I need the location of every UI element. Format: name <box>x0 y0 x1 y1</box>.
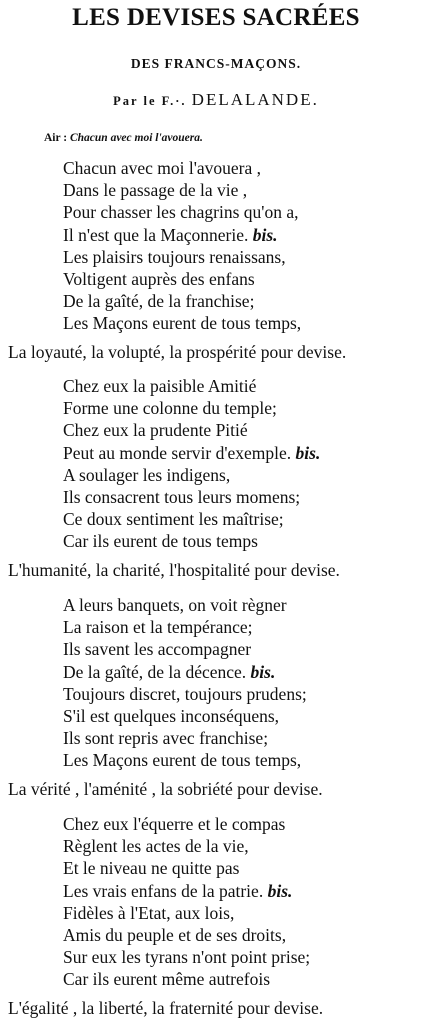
verse-text: Et le niveau ne quitte pas <box>63 858 240 879</box>
verse-line <box>63 531 258 551</box>
verse-text: Les Maçons eurent de tous temps, <box>63 313 302 334</box>
page-subtitle: DES FRANCS-MAÇONS. <box>130 56 302 71</box>
verse-text: Sur eux les tyrans n'ont point prise; <box>63 947 311 968</box>
verse-text: Ce doux sentiment les maîtrise; <box>63 509 284 530</box>
verse-line <box>63 202 298 222</box>
air-label: Air : <box>44 132 70 144</box>
bis-marker: bis. <box>263 880 293 901</box>
verse-text: Forme une colonne du temple; <box>63 398 277 419</box>
verse-text: Chez eux l'équerre et le compas <box>63 814 286 834</box>
verse-line <box>63 881 292 901</box>
verse-line <box>63 750 301 770</box>
verse-text: Voltigent auprès des enfans <box>63 269 255 289</box>
verse-text: Fidèles à l'Etat, aux lois, <box>63 902 235 923</box>
bis-marker: bis. <box>248 224 278 245</box>
bis-marker: bis. <box>246 661 276 682</box>
refrain-line: L'égalité , la liberté, la fraternité pour devise. <box>8 998 324 1018</box>
verse-text: Ils savent les accompagner <box>63 639 252 660</box>
verse-text: S'il est quelques inconséquens, <box>63 706 280 726</box>
verse-text: Toujours discret, toujours prudens; <box>63 683 307 704</box>
verse-text: Amis du peuple et de ses droits, <box>63 925 287 945</box>
verse-line <box>63 158 261 178</box>
verse-line <box>63 269 255 289</box>
verse-line <box>63 639 251 659</box>
verse-text: Il n'est que la Maçonnerie. <box>63 224 249 245</box>
verse-text: Ils consacrent tous leurs momens; <box>63 487 301 507</box>
verse-text: La raison et la tempérance; <box>63 617 253 638</box>
author-prefix: Par le F.·. <box>113 94 192 108</box>
verse-text: Ils sont repris avec franchise; <box>63 728 269 749</box>
verse-line <box>63 947 310 967</box>
verse-line <box>63 376 256 396</box>
verse-text: Chez eux la prudente Pitié <box>63 420 248 441</box>
verse-line <box>63 443 320 463</box>
air-tune: Chacun avec moi l'avouera. <box>69 132 203 144</box>
author-line <box>0 90 432 110</box>
verse-line <box>63 180 247 200</box>
verse-line <box>63 662 275 682</box>
verse-line <box>63 684 307 704</box>
verse-line <box>63 247 286 267</box>
verse-line <box>63 728 268 748</box>
verse-text: Pour chasser les chagrins qu'on a, <box>63 202 299 223</box>
verse-line <box>63 858 239 878</box>
verse-line <box>63 925 286 945</box>
refrain-line: La vérité , l'aménité , la sobriété pour devise. <box>8 779 323 799</box>
page-title: LES DEVISES SACRÉES <box>72 4 360 31</box>
verse-line <box>63 291 254 311</box>
verse-text: Chez eux la paisible Amitié <box>63 376 257 396</box>
refrain-line: La loyauté, la volupté, la prospérité pour devise. <box>8 342 347 362</box>
verse-text: De la gaîté, de la franchise; <box>63 291 255 312</box>
verse-text: A leurs banquets, on voit règner <box>63 595 287 615</box>
verse-text: Dans le passage de la vie , <box>63 180 248 201</box>
verse-text: Car ils eurent de tous temps <box>63 531 258 552</box>
verse-line <box>63 487 300 507</box>
refrain-line: L'humanité, la charité, l'hospitalité pour devise. <box>8 560 340 580</box>
bis-marker: bis. <box>291 442 321 463</box>
verse-line <box>63 420 248 440</box>
verse-line <box>63 969 270 989</box>
verse-line <box>63 903 234 923</box>
verse-text: Les vrais enfans de la patrie. <box>63 880 264 901</box>
verse-text: Les plaisirs toujours renaissans, <box>63 246 286 267</box>
verse-line <box>63 225 278 245</box>
verse-text: Car ils eurent même autrefois <box>63 969 271 990</box>
verse-line <box>63 706 279 726</box>
verse-text: Chacun avec moi l'avouera , <box>63 158 262 178</box>
verse-text: Règlent les actes de la vie, <box>63 836 249 857</box>
verse-text: A soulager les indigens, <box>63 464 231 485</box>
verse-line <box>63 617 252 637</box>
verse-text: De la gaîté, de la décence. <box>63 661 247 682</box>
verse-line <box>63 465 230 485</box>
verse-line <box>63 814 285 834</box>
verse-text: Peut au monde servir d'exemple. <box>63 442 292 463</box>
verse-line <box>63 509 284 529</box>
author-name: DELALANDE. <box>191 90 319 109</box>
verse-line <box>63 595 287 615</box>
verse-line <box>63 398 277 418</box>
verse-line <box>63 313 301 333</box>
air-indication <box>44 132 203 144</box>
verse-line <box>63 836 249 856</box>
verse-text: Les Maçons eurent de tous temps, <box>63 750 302 771</box>
